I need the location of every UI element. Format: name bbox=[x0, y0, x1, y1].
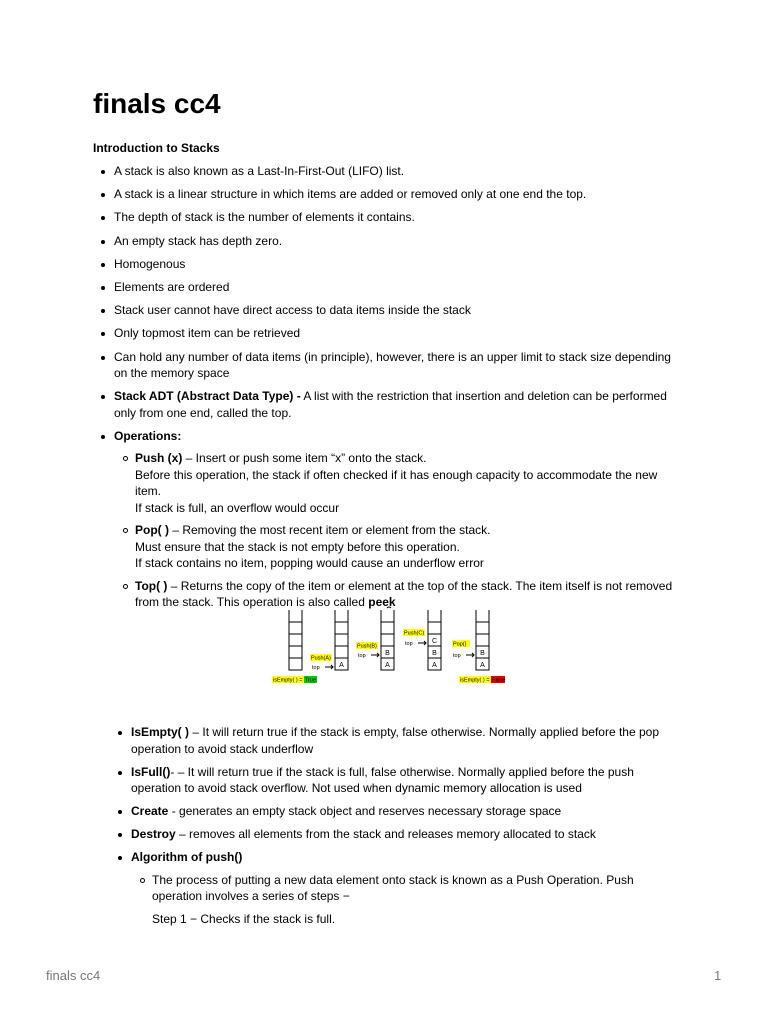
destroy-term: Destroy bbox=[131, 827, 176, 841]
create-desc: - generates an empty stack object and reserves necessary storage space bbox=[168, 804, 562, 818]
list-item: A stack is a linear structure in which items are added or removed only at one end the top. bbox=[93, 186, 683, 203]
list-item-isempty bbox=[110, 724, 685, 757]
stack-adt-definition: A list with the restriction that insertion and deletion can be performed only from one end, called the top. bbox=[114, 389, 667, 420]
isfull-term: IsFull() bbox=[131, 764, 171, 779]
stack-operations-diagram bbox=[270, 606, 510, 688]
label-isempty-2: isEmpty( ) = bbox=[460, 677, 490, 684]
stack-ba-after-pop bbox=[476, 610, 489, 670]
label-top-1: top bbox=[312, 665, 320, 671]
algorithm-label: Algorithm of push() bbox=[131, 850, 243, 864]
stack-adt-term: Stack ADT (Abstract Data Type) - bbox=[114, 389, 301, 404]
isempty-desc: – It will return true if the stack is empty, false otherwise. Normally applied before the pop operation to avoid stack underflow bbox=[131, 725, 660, 756]
list-item: Stack user cannot have direct access to data items inside the stack bbox=[93, 302, 683, 319]
pop-term: Pop( ) bbox=[135, 523, 169, 538]
document-title: finals cc4 bbox=[93, 88, 221, 119]
label-isempty-1: isEmpty( ) = bbox=[273, 677, 303, 684]
pop-note: Must ensure that the stack is not empty before this operation. bbox=[135, 539, 460, 554]
list-item-destroy bbox=[110, 826, 685, 843]
footer-page-number: 1 bbox=[714, 968, 722, 983]
list-item-stack-adt bbox=[93, 388, 683, 421]
list-item-isfull bbox=[110, 764, 685, 797]
list-item: A stack is also known as a Last-In-First-Out (LIFO) list. bbox=[93, 163, 683, 180]
peek-term: peek bbox=[368, 595, 396, 610]
label-top-2: top bbox=[358, 653, 366, 659]
label-false: False bbox=[492, 677, 506, 684]
cell-b-stack3: B bbox=[385, 650, 390, 657]
list-item: Only topmost item can be retrieved bbox=[93, 325, 683, 342]
algorithm-step-1: Step 1 − Checks if the stack is full. bbox=[152, 911, 336, 926]
label-pop: Pop() bbox=[453, 641, 467, 648]
pop-desc: – Removing the most recent item or element from the stack. bbox=[169, 523, 491, 538]
cell-a-stack5: A bbox=[480, 662, 485, 669]
operation-push bbox=[114, 450, 683, 516]
list-item: Homogenous bbox=[93, 256, 683, 273]
algorithm-list bbox=[131, 872, 685, 928]
cell-a-stack3: A bbox=[385, 662, 390, 669]
stack-a bbox=[335, 610, 348, 670]
cell-a-stack2: A bbox=[339, 662, 344, 669]
isempty-term: IsEmpty( ) bbox=[131, 725, 190, 739]
label-true: True bbox=[305, 677, 317, 684]
stack-empty bbox=[289, 610, 302, 670]
label-push-c: Push(C) bbox=[404, 630, 425, 637]
push-note: Before this operation, the stack if often checked if it has enough capacity to accommodate the new item. bbox=[135, 467, 658, 499]
algorithm-desc: The process of putting a new data element onto stack is known as a Push Operation. Push operation involves a series of steps − bbox=[152, 872, 634, 903]
push-overflow: If stack is full, an overflow would occur bbox=[135, 500, 340, 515]
list-item: The depth of stack is the number of elements it contains. bbox=[93, 209, 683, 226]
operations-label: Operations: bbox=[114, 428, 182, 443]
cell-a-stack4: A bbox=[432, 662, 437, 669]
pop-underflow: If stack contains no item, popping would cause an underflow error bbox=[135, 556, 484, 571]
push-term: Push (x) bbox=[135, 451, 183, 466]
list-item-create bbox=[110, 803, 685, 820]
isfull-desc: - – It will return true if the stack is full, false otherwise. Normally applied before the push operation to avoid stack overflow. Not used when dynamic memory allocation is used bbox=[131, 764, 634, 795]
create-term: Create bbox=[131, 804, 169, 818]
label-push-a: Push(A) bbox=[311, 655, 331, 662]
push-desc: – Insert or push some item “x” onto the stack. bbox=[182, 451, 427, 466]
label-top-4: top bbox=[453, 653, 461, 659]
intro-bullet-list bbox=[93, 163, 683, 618]
label-top-3: top bbox=[405, 641, 413, 647]
cell-b-stack4: B bbox=[432, 650, 437, 657]
destroy-desc: – removes all elements from the stack and releases memory allocated to stack bbox=[175, 827, 596, 841]
section-heading: Introduction to Stacks bbox=[93, 141, 220, 155]
operations-list bbox=[114, 450, 683, 611]
label-push-b: Push(B) bbox=[357, 643, 377, 650]
list-item: Can hold any number of data items (in principle), however, there is an upper limit to stack size depending on the memory space bbox=[93, 349, 683, 382]
top-desc: – Returns the copy of the item or element at the top of the stack. The item itself is not removed from the stack. This operation is also called bbox=[135, 578, 673, 610]
cell-b-stack5: B bbox=[480, 650, 485, 657]
more-operations-list bbox=[110, 724, 685, 934]
list-item: An empty stack has depth zero. bbox=[93, 233, 683, 250]
cell-c-stack4: C bbox=[431, 638, 438, 645]
algorithm-item bbox=[131, 872, 685, 928]
list-item: Elements are ordered bbox=[93, 279, 683, 296]
list-item-operations bbox=[93, 428, 683, 611]
stack-ba bbox=[381, 610, 394, 670]
operation-pop bbox=[114, 522, 683, 572]
list-item-algorithm bbox=[110, 849, 685, 927]
top-term: Top( ) bbox=[135, 578, 168, 593]
footer-title: finals cc4 bbox=[46, 968, 101, 983]
